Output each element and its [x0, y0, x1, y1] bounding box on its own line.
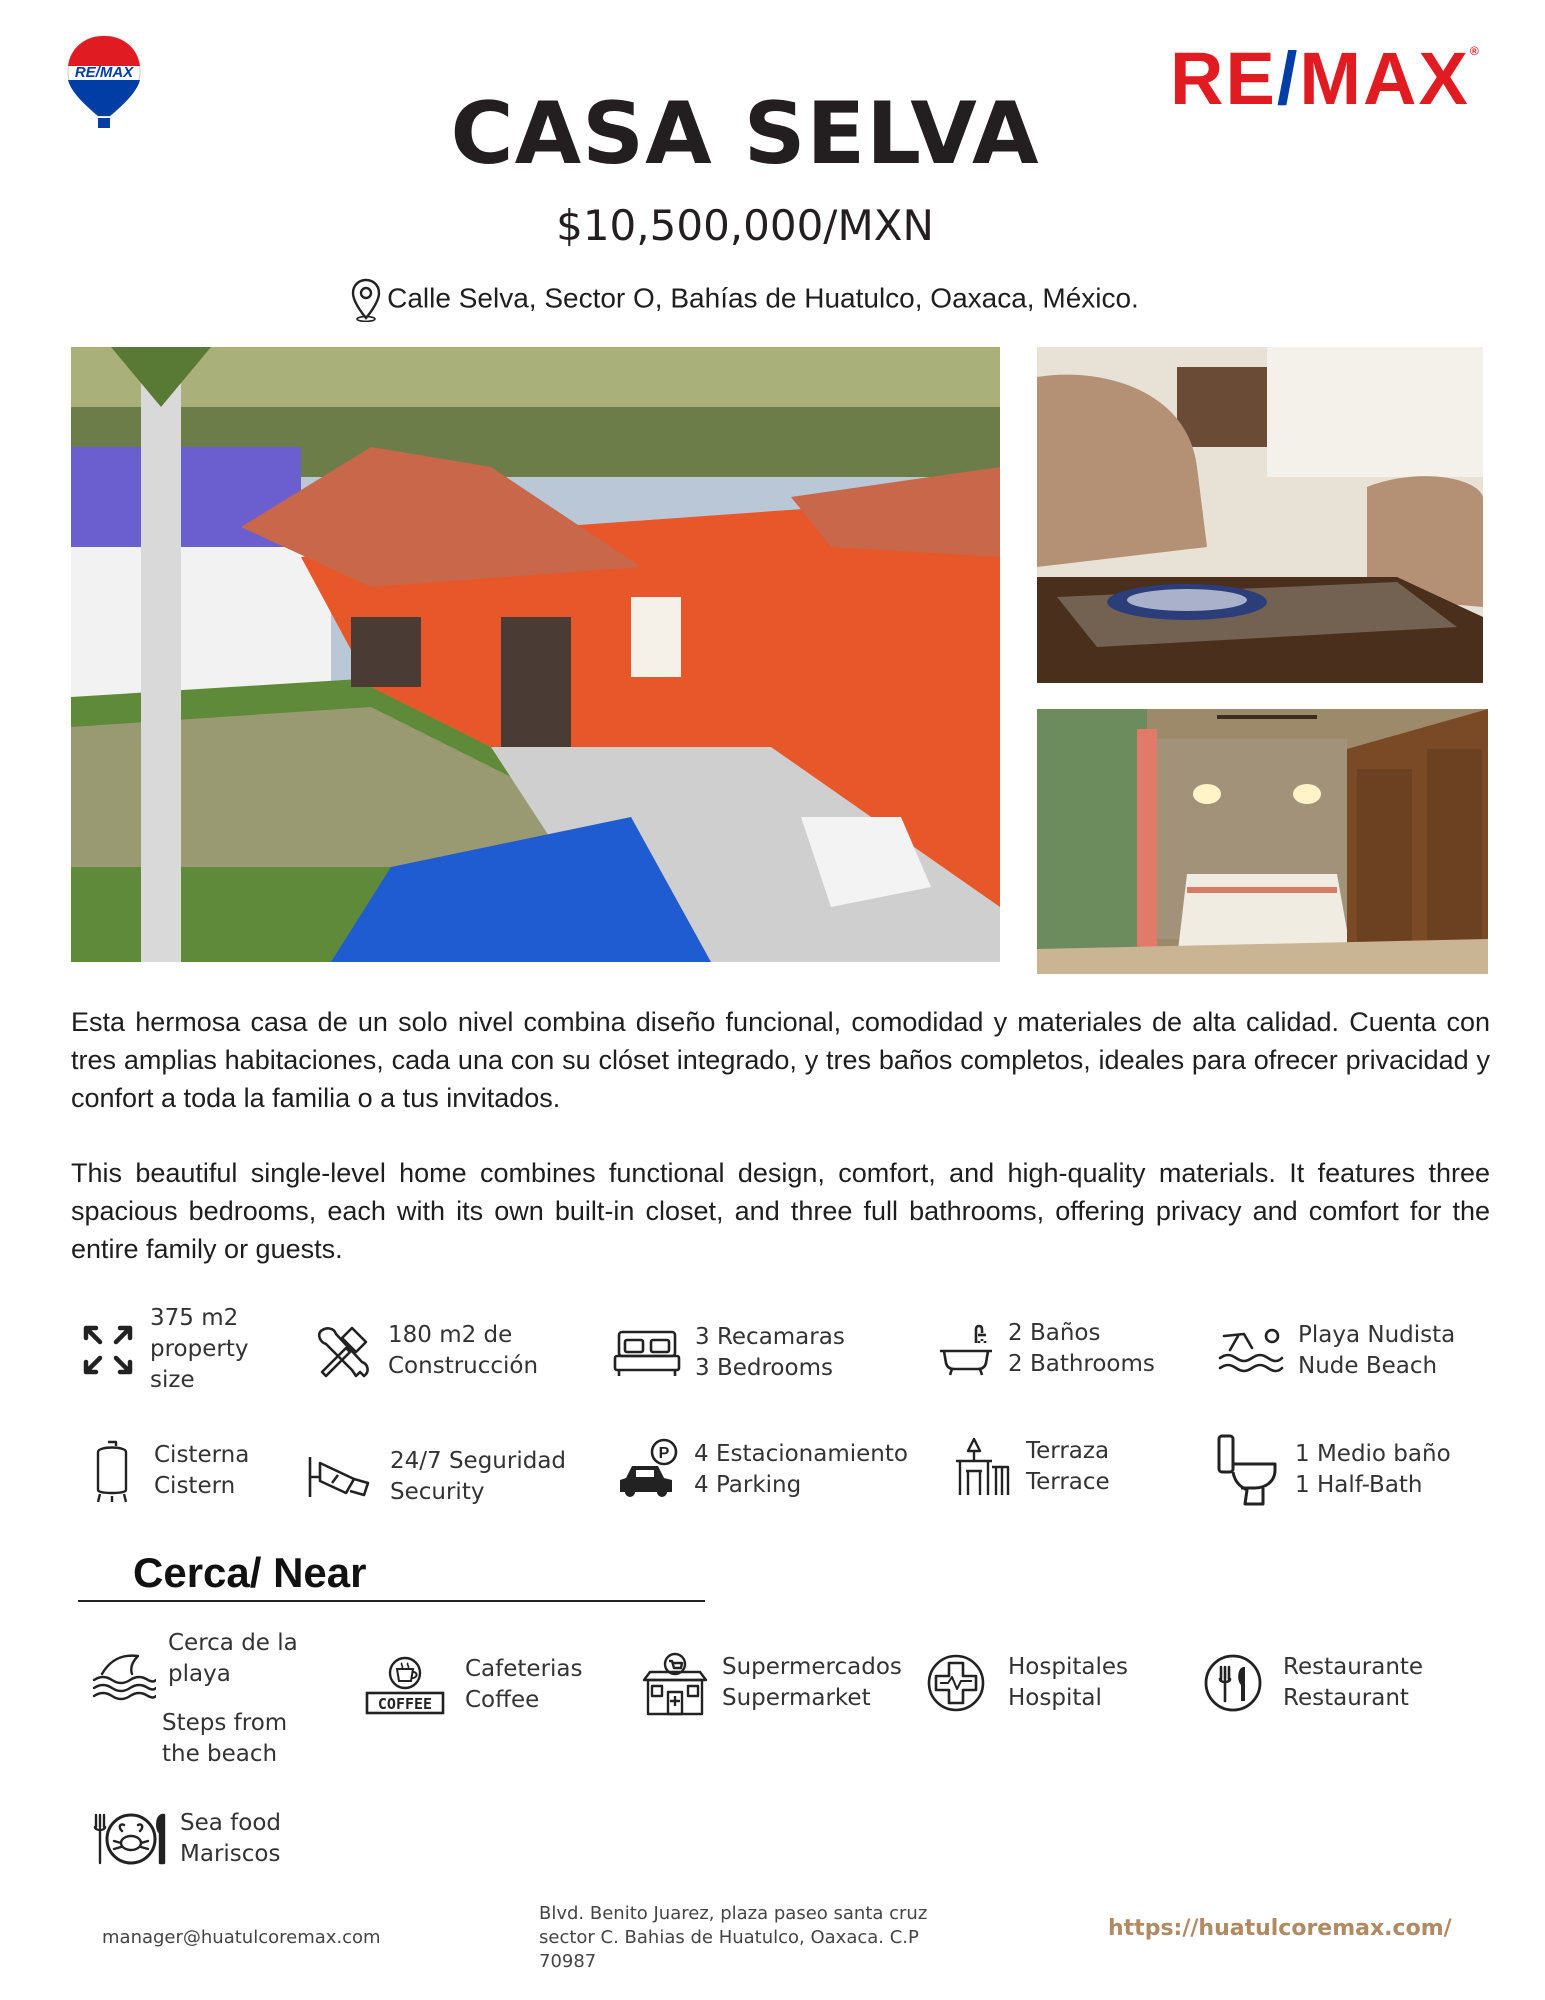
photo-bedroom[interactable] [1037, 709, 1488, 974]
feature-parking [618, 1438, 908, 1502]
seafood-crab-icon [92, 1811, 170, 1867]
feature-label: 1 Medio baño 1 Half-Bath [1295, 1441, 1451, 1498]
near-sub-label: Steps from the beach [162, 1710, 288, 1767]
near-coffee [365, 1654, 583, 1716]
listing-title: CASA SELVA [450, 84, 1040, 184]
feature-label: Playa Nudista Nude Beach [1298, 1322, 1456, 1379]
location-pin-icon [351, 278, 381, 322]
photo-living-room[interactable] [1037, 347, 1483, 683]
near-label: Sea food Mariscos [180, 1810, 281, 1867]
water-tank-icon [92, 1438, 132, 1504]
shark-fin-icon [92, 1646, 156, 1702]
listing-address [0, 278, 1490, 322]
feature-label: 2 Baños 2 Bathrooms [1008, 1320, 1155, 1377]
feature-construction [312, 1320, 538, 1382]
feature-bedrooms [613, 1322, 845, 1384]
feature-half-bath [1215, 1432, 1451, 1508]
description-english: This beautiful single-level home combines functional design, comfort, and high-quality materials. It features three spacious bedrooms, each with its own built-in closet, and three full bathrooms, offering privacy and comfort for the entire family or guests. [71, 1158, 1490, 1264]
feature-terrace [952, 1436, 1110, 1498]
toilet-icon [1215, 1432, 1279, 1508]
tools-icon [312, 1320, 374, 1382]
near-restaurant [1203, 1652, 1423, 1714]
feature-cistern [92, 1438, 249, 1504]
footer-address [539, 1902, 979, 1974]
feature-label: 375 m2 property size [150, 1305, 249, 1393]
feature-property-size [80, 1303, 248, 1396]
feature-label: Terraza Terrace [1026, 1438, 1110, 1495]
near-seafood [92, 1808, 281, 1870]
footer-email[interactable]: manager@huatulcoremax.com [102, 1927, 381, 1948]
listing-price: $10,500,000/MXN [556, 201, 934, 250]
security-camera-icon [306, 1453, 374, 1501]
terrace-icon [952, 1437, 1010, 1497]
footer-address-line: Blvd. Benito Juarez, plaza paseo santa cruz [539, 1903, 928, 1924]
near-label: Cerca de la playa [168, 1630, 298, 1687]
footer-address-line: sector C. Bahias de Huatulco, Oaxaca. C.P [539, 1927, 919, 1948]
feature-label: Cisterna Cistern [154, 1442, 250, 1499]
address-text: Calle Selva, Sector O, Bahías de Huatulco, Oaxaca, México. [387, 282, 1139, 314]
feature-security [306, 1446, 566, 1508]
feature-label: 24/7 Seguridad Security [390, 1448, 567, 1505]
restaurant-icon [1203, 1653, 1263, 1713]
photo-exterior[interactable] [71, 347, 1000, 962]
near-label: Hospitales Hospital [1008, 1654, 1128, 1711]
description-spanish: Esta hermosa casa de un solo nivel combina diseño funcional, comodidad y materiales de alta calidad. Cuenta con tres amplias habitaciones, cada una con su clóset integrado, y tres baños completos, ideales para ofrecer privacidad y confort a toda la familia o a tus invitados. [71, 1007, 1490, 1113]
svg-text:RE/MAX: RE/MAX [74, 64, 134, 81]
near-label: Supermercados Supermarket [722, 1654, 902, 1711]
coffee-icon [365, 1655, 445, 1715]
footer-website-link[interactable]: https://huatulcoremax.com/ [1108, 1916, 1452, 1941]
near-supermarket [642, 1650, 902, 1716]
near-label: Restaurante Restaurant [1283, 1654, 1424, 1711]
near-beach [92, 1628, 298, 1770]
footer-address-line: 70987 [539, 1951, 597, 1972]
svg-text:COFFEE: COFFEE [377, 1695, 433, 1713]
feature-label: 4 Estacionamiento 4 Parking [694, 1441, 908, 1498]
expand-arrows-icon [80, 1322, 136, 1378]
near-hospital [926, 1652, 1128, 1714]
hospital-icon [926, 1653, 986, 1713]
bathtub-icon [938, 1321, 994, 1377]
near-section-divider [78, 1600, 705, 1602]
car-parking-icon [618, 1438, 680, 1502]
remax-wordmark-logo: RE/MAX® [1170, 37, 1481, 120]
feature-bathrooms [938, 1318, 1155, 1380]
near-section-title: Cerca/ Near [133, 1549, 367, 1596]
supermarket-icon [642, 1650, 708, 1716]
bed-icon [613, 1328, 681, 1378]
svg-text:P: P [658, 1445, 670, 1462]
feature-nude-beach [1218, 1320, 1455, 1382]
near-label: Cafeterias Coffee [465, 1656, 583, 1713]
feature-label: 3 Recamaras 3 Bedrooms [695, 1324, 845, 1381]
swimmer-icon [1218, 1326, 1284, 1376]
feature-label: 180 m2 de Construcción [388, 1322, 539, 1379]
